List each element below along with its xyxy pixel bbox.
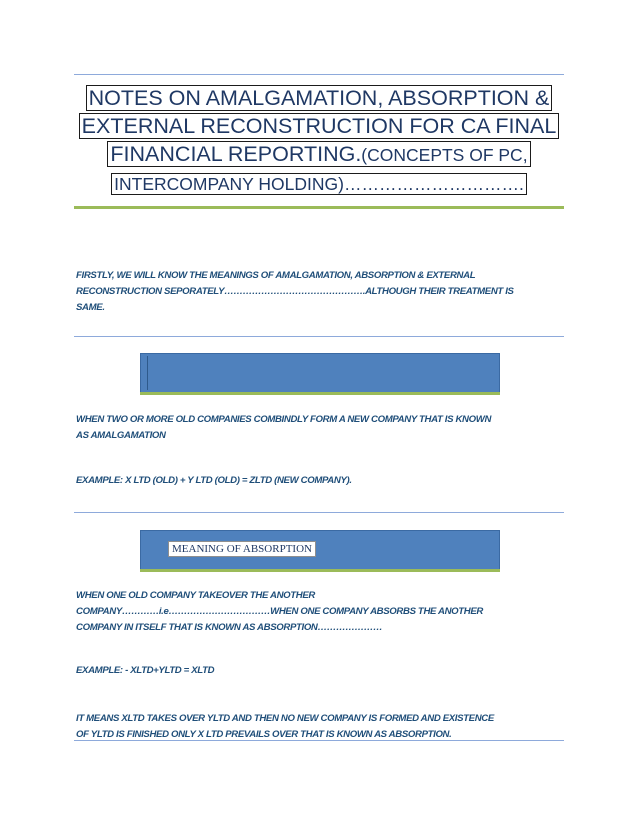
banner-underline: [140, 569, 500, 572]
title-line-4: INTERCOMPANY HOLDING)………………………….: [74, 169, 564, 198]
title-line-1: NOTES ON AMALGAMATION, ABSORPTION &: [74, 84, 564, 112]
absorption-explanation: IT MEANS XLTD TAKES OVER YLTD AND THEN NO NEW COMPANY IS FORMED AND EXISTENCE OF YLTD IS FINISHED ONLY X LTD PREVAILS OVER THAT IS KNOWN AS ABSORPTION.: [76, 713, 494, 740]
title-line-2: EXTERNAL RECONSTRUCTION FOR CA FINAL: [74, 112, 564, 140]
banner-heading: MEANING OF ABSORPTION: [169, 542, 315, 556]
absorption-definition: WHEN ONE OLD COMPANY TAKEOVER THE ANOTHER COMPANY…………i.e……………………………WHEN ONE COMPANY ABSORBS THE ANOTHER COMPANY IN ITSELF THAT IS KNOWN AS ABSORPTION…………………: [76, 590, 484, 633]
banner-underline: [140, 392, 500, 395]
bottom-rule: [74, 740, 564, 741]
absorption-example: EXAMPLE: - XLTD+YLTD = XLTD: [76, 665, 215, 676]
section-divider-2: [74, 512, 564, 513]
top-rule: [74, 74, 564, 75]
title-line-3: FINANCIAL REPORTING.(CONCEPTS OF PC,: [74, 140, 564, 169]
section-banner-absorption: [140, 530, 500, 570]
banner-inner-rule: [147, 356, 148, 390]
title-underline: [74, 206, 564, 209]
intro-paragraph: FIRSTLY, WE WILL KNOW THE MEANINGS OF AMALGAMATION, ABSORPTION & EXTERNAL RECONSTRUCTION SEPORATELY……………………………………….ALTHOUGH THEIR TREATMENT IS SAME.: [76, 270, 514, 313]
document-title: [74, 84, 564, 198]
section-divider-1: [74, 336, 564, 337]
amalgamation-example: EXAMPLE: X LTD (OLD) + Y LTD (OLD) = ZLTD (NEW COMPANY).: [76, 475, 352, 486]
amalgamation-definition: WHEN TWO OR MORE OLD COMPANIES COMBINDLY FORM A NEW COMPANY THAT IS KNOWN AS AMALGAMATION: [76, 414, 492, 441]
section-banner-amalgamation: [140, 353, 500, 393]
